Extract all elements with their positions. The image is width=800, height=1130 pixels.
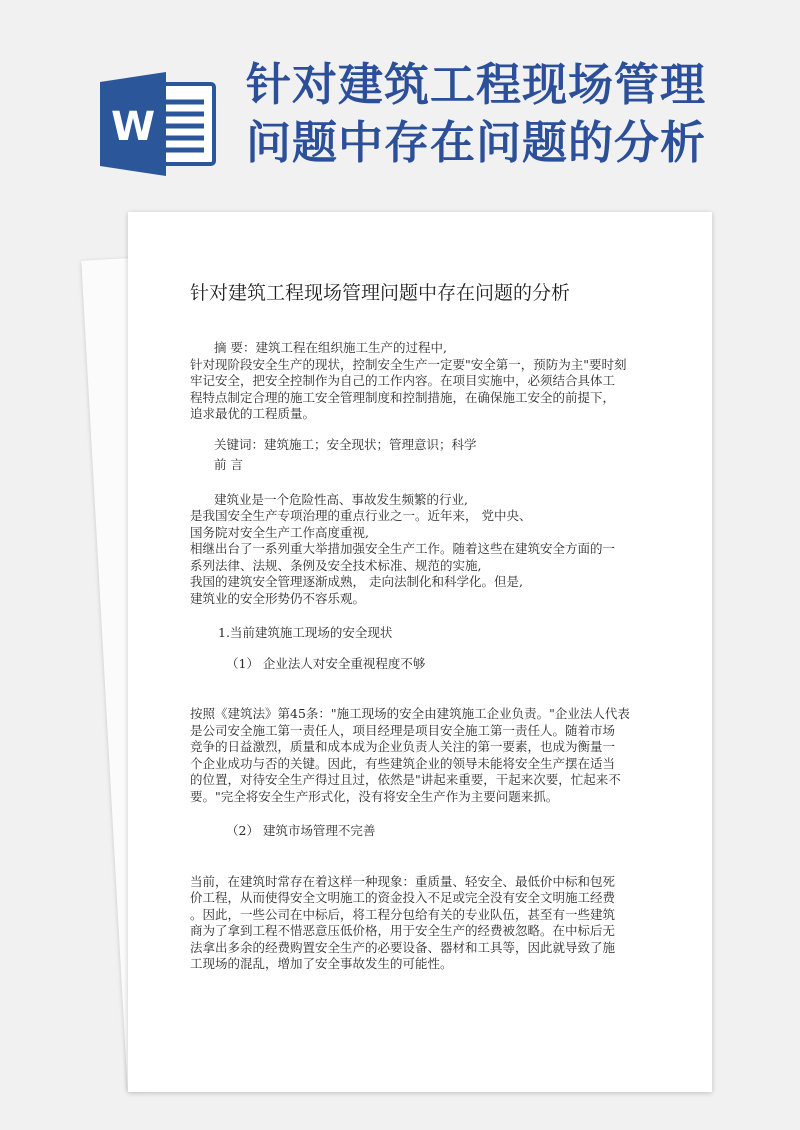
abstract-line: 牢记安全，把安全控制作为自己的工作内容。在项目实施中，必须结合具体工 [190,373,616,388]
body-line: 。因此，一些公司在中标后，将工程分包给有关的专业队伍，甚至有一些建筑 [190,906,616,922]
preface-line: 建筑业的安全形势仍不容乐观。 [190,590,366,606]
preface-line: 相继出台了一系列重大举措加强安全生产工作。随着这些在建筑安全方面的一 [190,541,616,556]
keywords: 关键词：建筑施工；安全现状；管理意识；科学 [214,436,477,452]
word-doc-icon [100,72,218,176]
abstract [190,340,660,423]
body-line: 的位置，对待安全生产得过且过，依然是"讲起来重要，干起来次要，忙起来不 [190,772,621,787]
body-line: 工现场的混乱，增加了安全事故发生的可能性。 [190,956,453,971]
document-page [128,212,712,1092]
body-line: 法拿出多余的经费购置安全生产的必要设备、器材和工具等，因此就导致了施 [190,939,616,955]
subsection-heading: （2） 建筑市场管理不完善 [226,823,376,838]
preface-line: 国务院对安全生产工作高度重视, [190,524,369,540]
body-line: 商为了拿到工程不惜恶意压低价格，用于安全生产的经费被忽略。在中标后无 [190,923,616,938]
abstract-line: 追求最优的工程质量。 [190,406,316,421]
preface-line: 系列法律、法规、条例及安全技术标准、规范的实施, [190,557,482,573]
body-line: 价工程，从而使得安全文明施工的资金投入不足或完全没有安全文明施工经费 [190,890,616,905]
cover-title-line-1: 针对建筑工程现场管理 [246,58,707,111]
subsection-heading: （1） 企业法人对安全重视程度不够 [226,655,426,671]
preface-heading: 前 言 [214,457,243,472]
cover-title [246,56,786,172]
logo-letter: W [110,104,156,150]
section-heading: 1.当前建筑施工现场的安全现状 [218,625,393,640]
body-line: 按照《建筑法》第45条："施工现场的安全由建筑施工企业负责。"企业法人代表 [190,706,630,721]
subsection-1-body [190,706,660,805]
body-line: 竞争的日益激烈，质量和成本成为企业负责人关注的第一要素，也成为衡量一 [190,739,616,754]
preface [190,492,660,608]
cover-title-line-2: 问题中存在问题的分析 [246,116,707,169]
document-content [190,280,660,973]
preface-line: 建筑业是一个危险性高、事故发生频繁的行业, [214,491,468,507]
preface-line: 是我国安全生产专项治理的重点行业之一。近年来， 党中央、 [190,508,532,523]
body-line: 是公司安全施工第一责任人，项目经理是项目安全施工第一责任人。随着市场 [190,722,616,738]
document-title: 针对建筑工程现场管理问题中存在问题的分析 [190,282,571,304]
preface-line: 我国的建筑安全管理逐渐成熟， 走向法制化和科学化。但是, [190,574,523,589]
abstract-line: 摘 要：建筑工程在组织施工生产的过程中, [214,340,447,355]
subsection-2-body [190,874,660,973]
body-line: 要。"完全将安全生产形式化，没有将安全生产作为主要问题来抓。 [190,788,559,804]
body-line: 个企业成功与否的关键。因此，有些建筑企业的领导未能将安全生产摆在适当 [190,755,616,771]
body-line: 当前，在建筑时常存在着这样一种现象：重质量、轻安全、最低价中标和包死 [190,873,616,889]
abstract-line: 针对现阶段安全生产的现状，控制安全生产一定要"安全第一，预防为主"要时刻 [190,356,627,372]
abstract-line: 程特点制定合理的施工安全管理制度和控制措施，在确保施工安全的前提下， [190,389,616,405]
